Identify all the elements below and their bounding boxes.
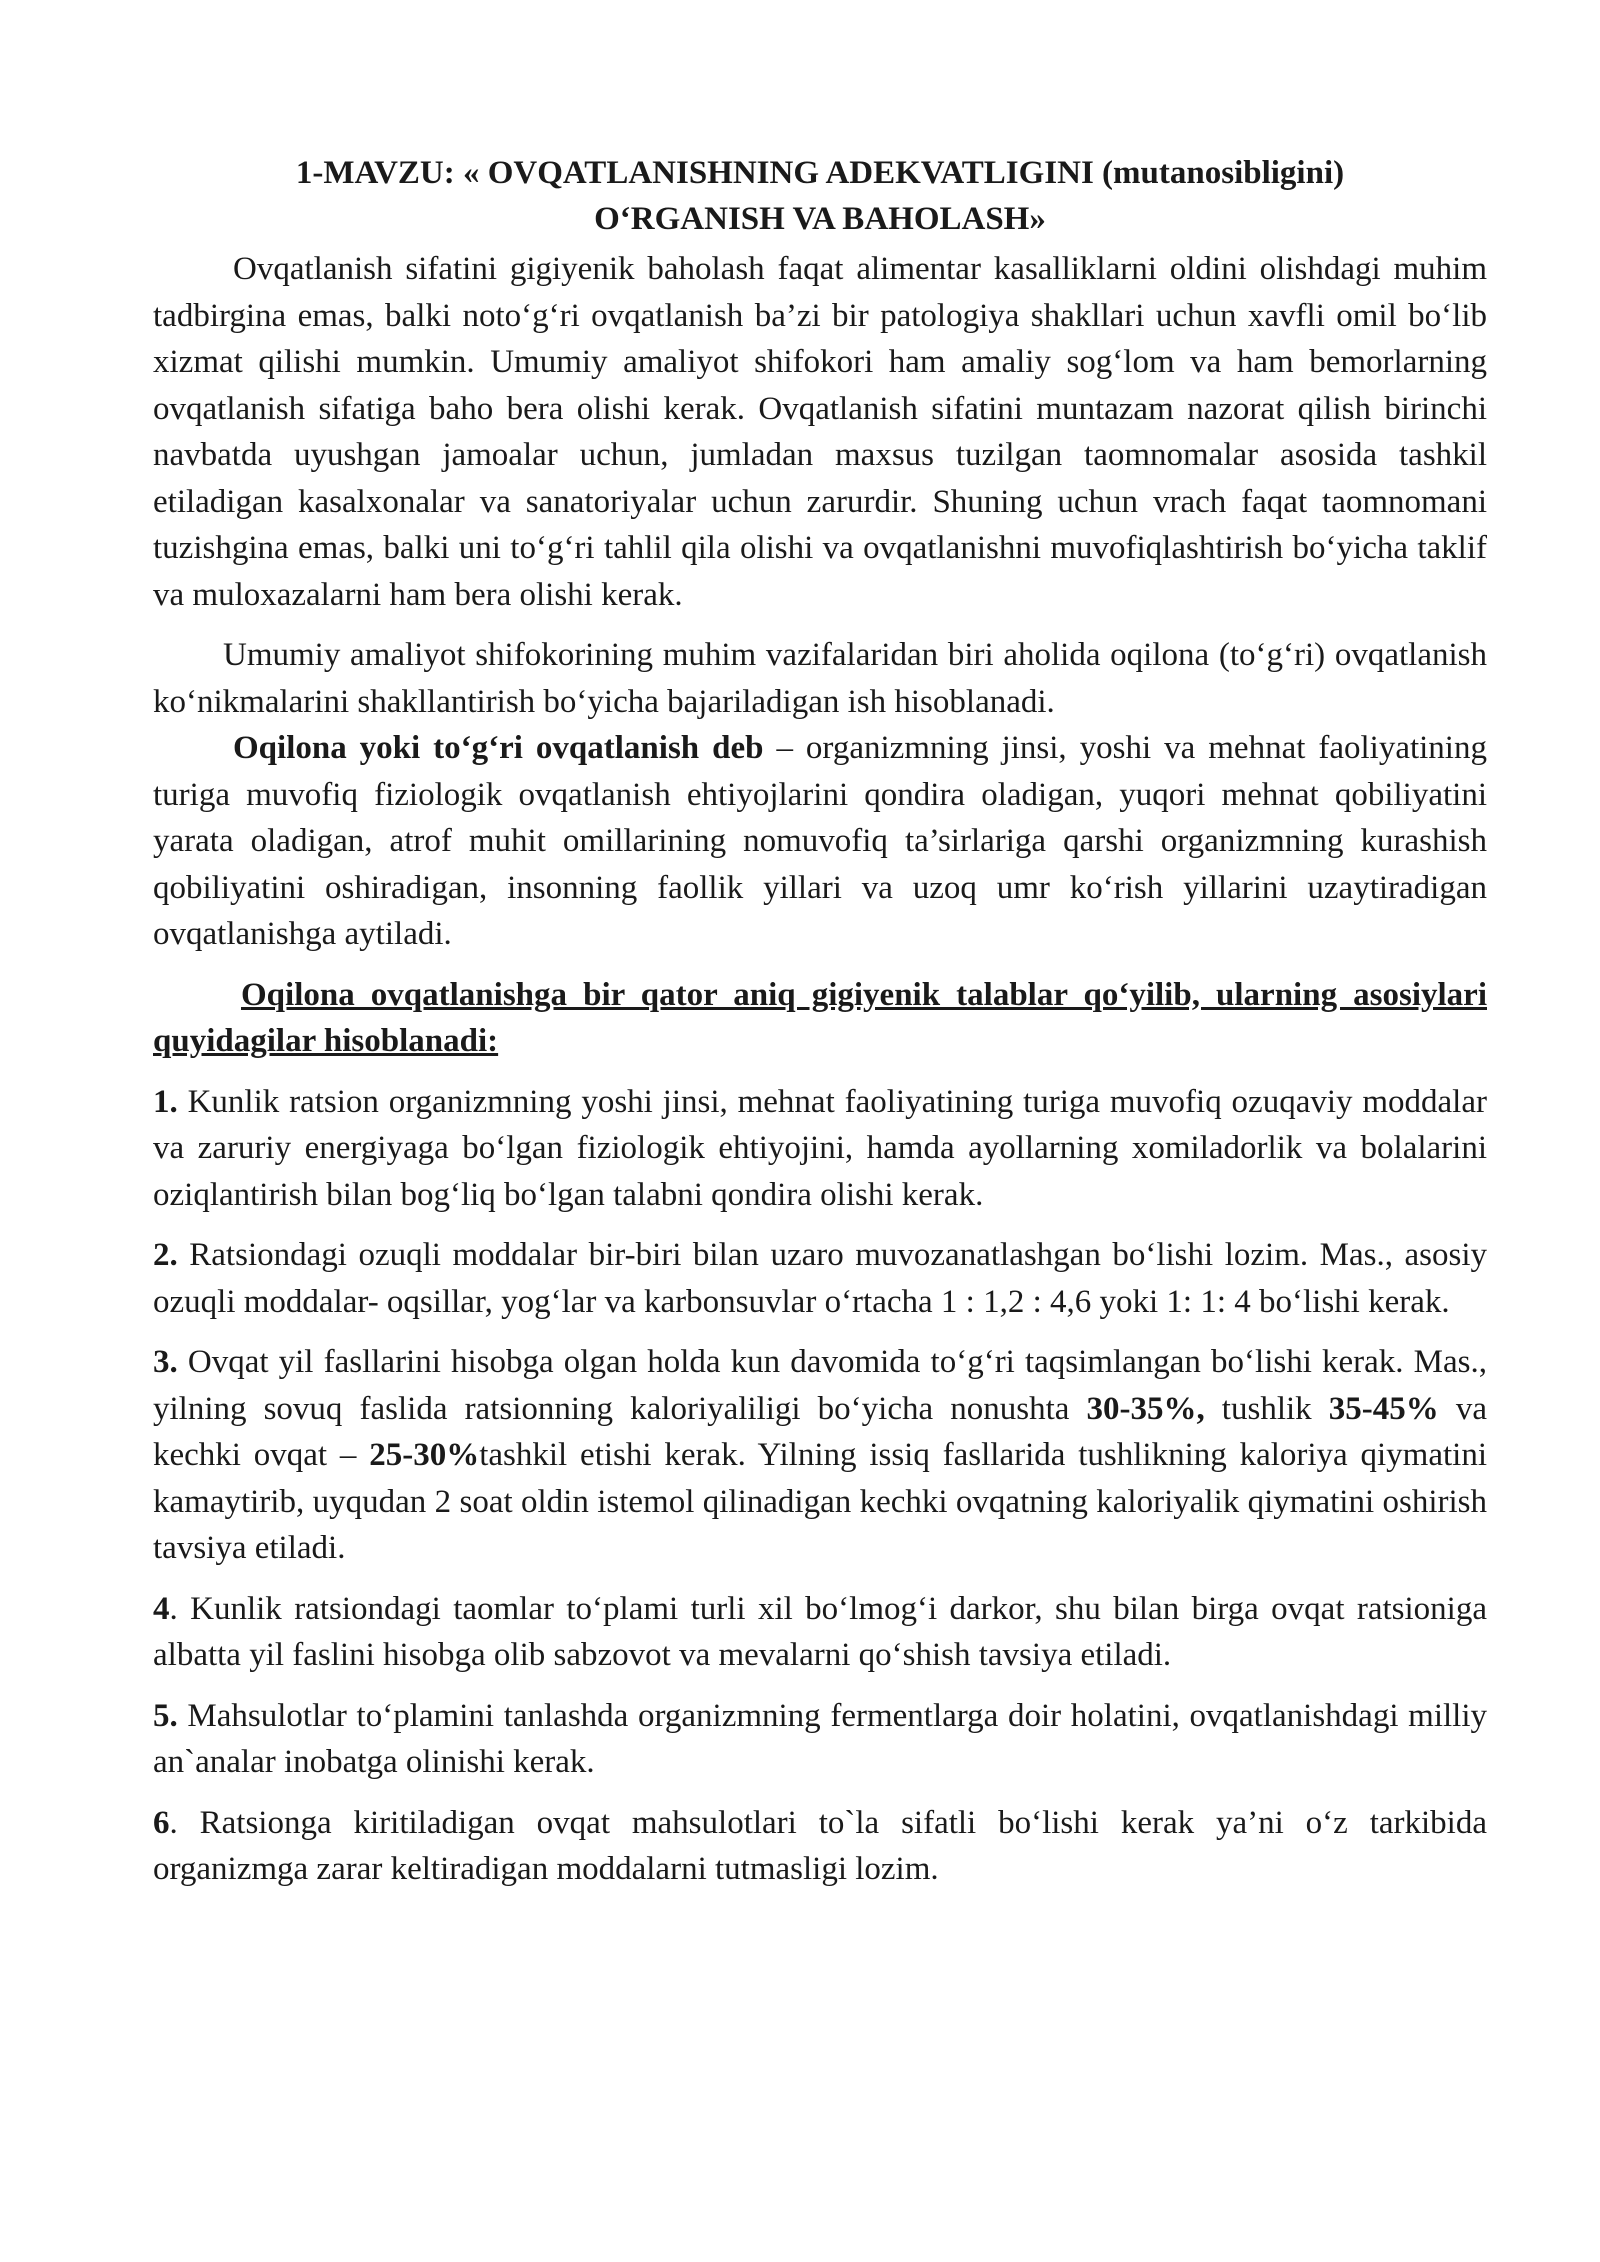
item-number: 2.: [153, 1237, 178, 1273]
item-number: 6: [153, 1804, 170, 1841]
requirement-item-5: [153, 1693, 1487, 1786]
item-text: . Ratsionga kiritiladigan ovqat mahsulotlari to`la sifatli bo‘lishi kerak ya’ni o‘z tarkibida organizmga zarar keltiradigan moddalarni tutmasligi lozim.: [153, 1804, 1487, 1887]
lunch-percent: 35-45%: [1328, 1390, 1439, 1427]
item-text: Kunlik ratsion organizmning yoshi jinsi, mehnat faoliyatining turiga muvofiq ozuqaviy moddalar va zaruriy energiyaga bo‘lgan fiziologik ehtiyojini, hamda ayollarning xomiladorlik va bolalarini oziqlantirish bilan bog‘liq bo‘lgan talabni qondira olishi kerak.: [153, 1083, 1487, 1213]
document-title: [153, 150, 1487, 242]
document-page: [153, 150, 1487, 1893]
item-text: va kechki ovqat –: [153, 1390, 1487, 1473]
requirement-item-1: [153, 1079, 1487, 1219]
intro-paragraph-2: Umumiy amaliyot shifokorining muhim vazifalaridan biri aholida oqilona (to‘g‘ri) ovqatlanish ko‘nikmalarini shakllantirish bo‘yicha bajariladigan ish hisoblanadi.: [153, 637, 1487, 720]
item-number: 4: [153, 1590, 170, 1627]
item-number: 5.: [153, 1697, 178, 1734]
intro-paragraph-1: Ovqatlanish sifatini gigiyenik baholash faqat alimentar kasalliklarni oldini olishdagi muhim tadbirgina emas, balki noto‘g‘ri ovqatlanish ba’zi bir patologiya shakllari uchun xavfli omil bo‘lib xizmat qilishi mumkin. Umumiy amaliyot shifokori ham amaliy sog‘lom va ham bemorlarning ovqatlanish sifatiga baho bera olishi kerak. Ovqatlanish sifatini muntazam nazorat qilish birinchi navbatda uyushgan jamoalar uchun, jumladan maxsus tuzilgan taomnomalar asosida tashkil etiladigan kasalxonalar va sanatoriyalar uchun zarurdir. Shuning uchun vrach faqat taomnomani tuzishgina emas, balki uni to‘g‘ri tahlil qila olishi va ovqatlanishni muvofiqlashtirish bo‘yicha taklif va muloxazalarni ham bera olishi kerak.: [153, 251, 1487, 613]
title-line-1: 1-MAVZU: « OVQATLANISHNING ADEKVATLIGINI (mutanosibligini): [295, 155, 1345, 191]
item-text: Ovqat yil fasllarini hisobga olgan holda kun davomida to‘g‘ri taqsimlangan bo‘lishi kerak. Mas., yilning sovuq faslida ratsionning kaloriyaliligi bo‘yicha nonushta: [153, 1344, 1487, 1427]
definition-term: Oqilona yoki to‘g‘ri ovqatlanish deb: [233, 730, 764, 766]
definition-text: – organizmning jinsi, yoshi va mehnat faoliyatining turiga muvofiq fiziologik ovqatlanish ehtiyojlarini qondira oladigan, yuqori mehnat qobiliyatini yarata oladigan, atrof muhit omillarining nomuvofiq ta’sirlariga qarshi organizmning kurashish qobiliyatini oshiradigan, insonning faollik yillari va uzoq umr ko‘rish yillarini uzaytiradigan ovqatlanishga aytiladi.: [153, 730, 1487, 952]
dinner-percent: 25-30%: [369, 1437, 480, 1473]
item-text: tushlik: [1204, 1390, 1329, 1427]
item-text: Mahsulotlar to‘plamini tanlashda organizmning fermentlarga doir holatini, ovqatlanishdagi milliy an`analar inobatga olinishi kerak.: [153, 1697, 1487, 1780]
requirement-item-6: [153, 1800, 1487, 1893]
item-text: tashkil etishi kerak. Yilning issiq fasllarida tushlikning kaloriya qiymatini kamaytirib, uyqudan 2 soat oldin istemol qilinadigan kechki ovqatning kaloriyalik qiymatini oshirish tavsiya etiladi.: [153, 1437, 1487, 1566]
item-text: . Kunlik ratsiondagi taomlar to‘plami turli xil bo‘lmog‘i darkor, shu bilan birga ovqat ratsioniga albatta yil faslini hisobga olib sabzovot va mevalarni qo‘shish tavsiya etiladi.: [153, 1590, 1487, 1673]
breakfast-percent: 30-35%,: [1086, 1390, 1205, 1427]
item-number: 3.: [153, 1344, 178, 1380]
item-text: Ratsiondagi ozuqli moddalar bir-biri bilan uzaro muvozanatlashgan bo‘lishi lozim. Mas., asosiy ozuqli moddalar- oqsillar, yog‘lar va karbonsuvlar o‘rtacha 1 : 1,2 : 4,6 yoki 1: 1: 4 bo‘lishi kerak.: [153, 1237, 1487, 1320]
title-line-2: O‘RGANISH VA BAHOLASH»: [594, 201, 1046, 237]
definition-paragraph: [153, 725, 1487, 958]
requirements-heading: Oqilona ovqatlanishga bir qator aniq gigiyenik talablar qo‘yilib, ularning asosiylari quyidagilar hisoblanadi:: [153, 976, 1487, 1059]
requirement-item-4: [153, 1586, 1487, 1679]
requirement-item-2: [153, 1232, 1487, 1325]
requirement-item-3: [153, 1339, 1487, 1572]
item-number: 1.: [153, 1083, 178, 1120]
